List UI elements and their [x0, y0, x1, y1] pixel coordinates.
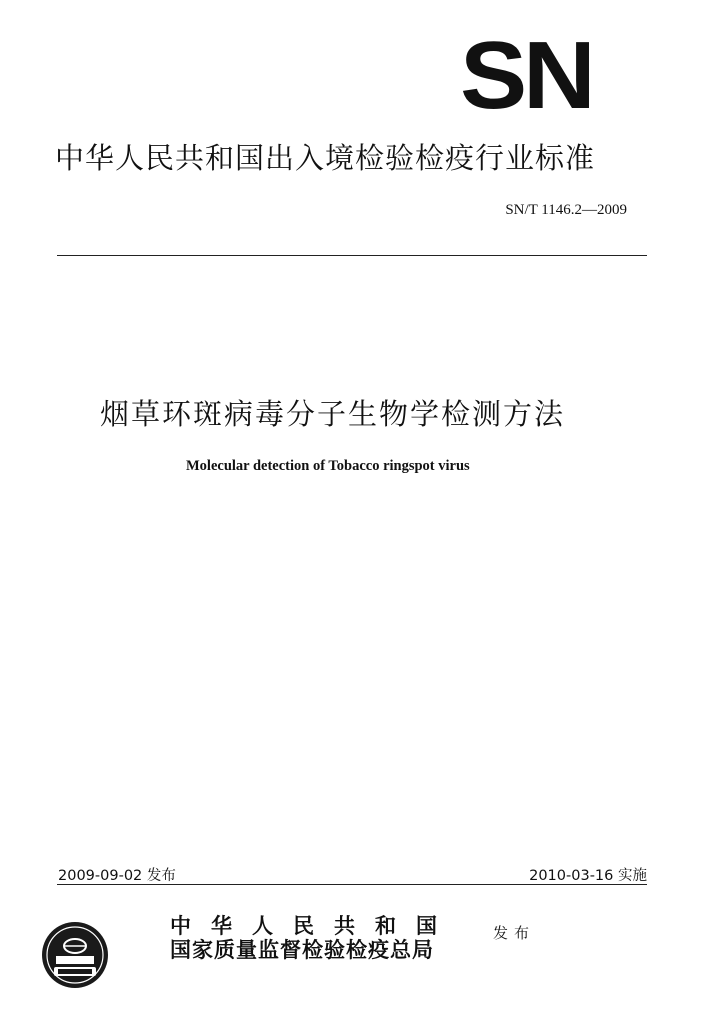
sn-logo: SN	[460, 22, 592, 129]
org-title: 中华人民共和国出入境检验检疫行业标准	[55, 141, 596, 175]
document-title-en: Molecular detection of Tobacco ringspot virus	[186, 458, 470, 474]
implementation-date: 2010-03-16 实施	[529, 868, 647, 884]
issuer-agency: 国家质量监督检验检疫总局	[170, 937, 434, 962]
anti-counterfeit-seal-icon	[40, 920, 110, 990]
document-title-cn: 烟草环斑病毒分子生物学检测方法	[100, 397, 566, 431]
issue-date: 2009-09-02 发布	[58, 868, 176, 884]
bottom-divider	[57, 884, 647, 885]
top-divider	[57, 255, 647, 256]
issuer-country: 中华人民共和国	[170, 913, 457, 938]
standard-number: SN/T 1146.2—2009	[505, 202, 627, 218]
publish-label: 发布	[493, 924, 536, 942]
